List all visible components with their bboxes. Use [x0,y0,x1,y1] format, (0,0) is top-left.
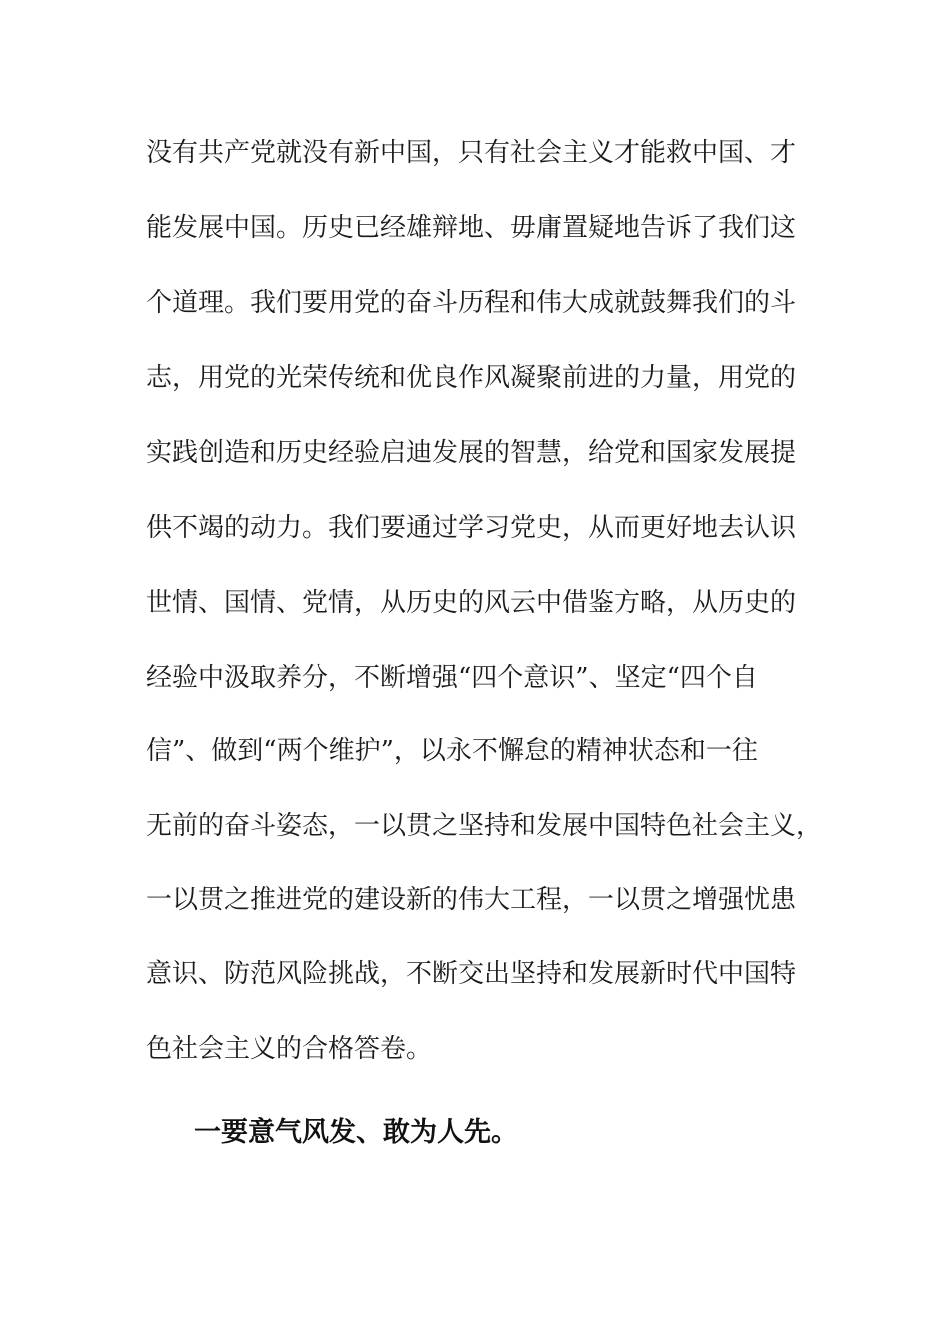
paragraph-line-9: 信”、做到“两个维护”，以永不懈怠的精神状态和一往 [146,736,758,766]
paragraph-line-13: 色社会主义的合格答卷。 [146,1034,433,1064]
paragraph-line-10: 无前的奋斗姿态，一以贯之坚持和发展中国特色社会主义， [146,811,823,841]
paragraph-line-2: 能发展中国。历史已经雄辩地、毋庸置疑地告诉了我们这 [146,213,797,243]
paragraph-line-5: 实践创造和历史经验启迪发展的智慧，给党和国家发展提 [146,438,797,468]
paragraph-line-7: 世情、国情、党情，从历史的风云中借鉴方略，从历史的 [146,588,797,618]
paragraph-line-8: 经验中汲取养分，不断增强“四个意识”、坚定“四个自 [146,663,758,693]
paragraph-line-11: 一以贯之推进党的建设新的伟大工程，一以贯之增强忧患 [146,885,797,915]
paragraph-line-4: 志，用党的光荣传统和优良作风凝聚前进的力量，用党的 [146,363,797,393]
paragraph-line-12: 意识、防范风险挑战，不断交出坚持和发展新时代中国特 [146,959,797,989]
paragraph-line-1: 没有共产党就没有新中国，只有社会主义才能救中国、才 [146,138,797,168]
paragraph-line-6: 供不竭的动力。我们要通过学习党史，从而更好地去认识 [146,513,797,543]
paragraph-line-3: 个道理。我们要用党的奋斗历程和伟大成就鼓舞我们的斗 [146,288,797,318]
section-heading: 一要意气风发、敢为人先。 [194,1117,518,1148]
